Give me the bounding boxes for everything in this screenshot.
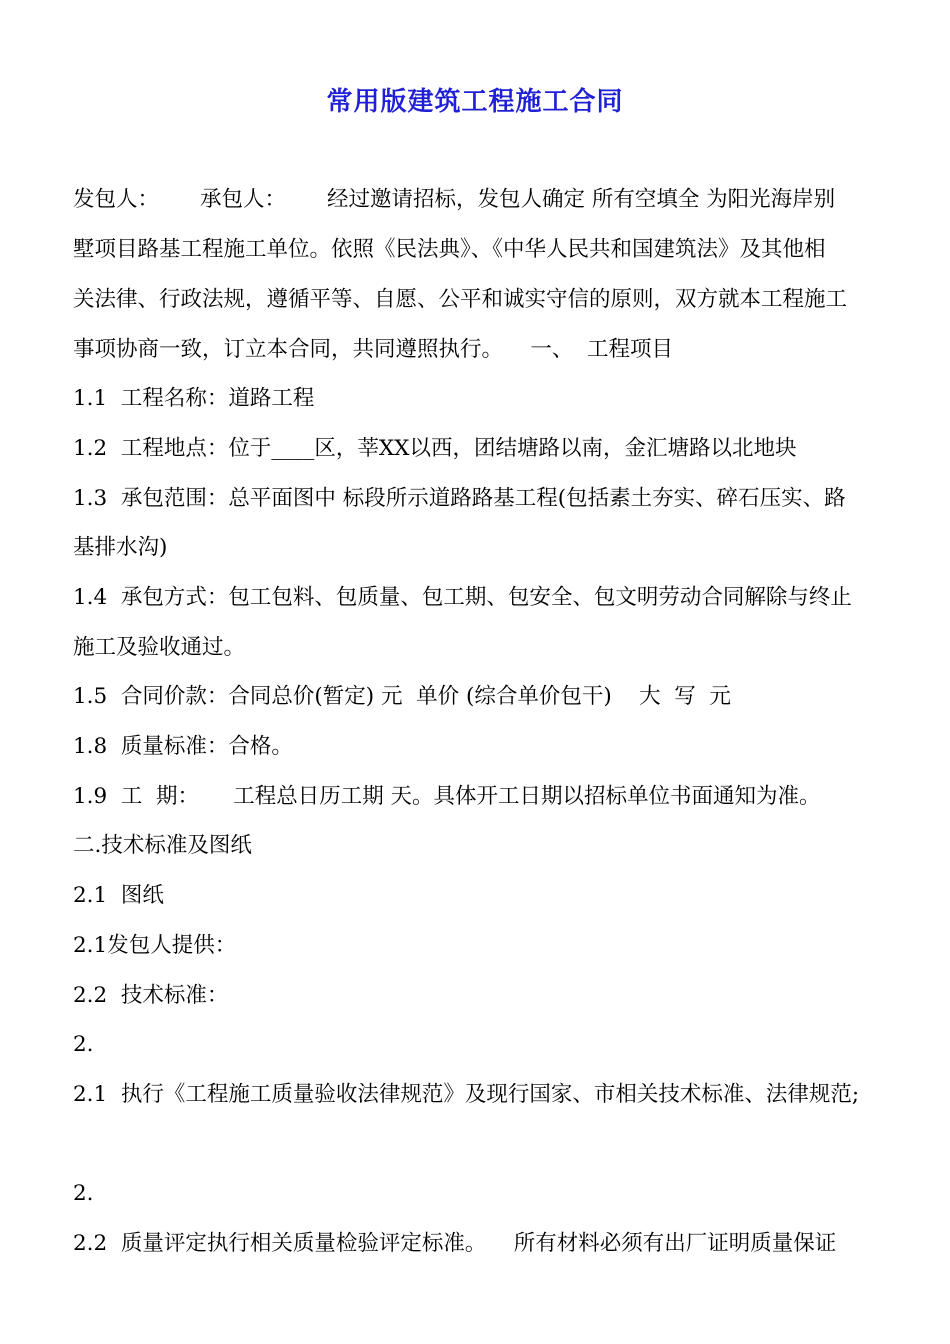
body-line: 2. (73, 1032, 94, 1057)
body-line: 2.1发包人提供： (73, 933, 237, 958)
body-line: 1.3 承包范围：总平面图中 标段所示道路路基工程(包括素土夯实、碎石压实、路 (73, 486, 846, 511)
body-line: 2.2 技术标准： (73, 983, 229, 1008)
body-line: 基排水沟) (73, 535, 168, 560)
body-line: 2.2 质量评定执行相关质量检验评定标准。 所有材料必须有出厂证明质量保证 (73, 1231, 837, 1256)
body-line: 1.4 承包方式：包工包料、包质量、包工期、包安全、包文明劳动合同解除与终止 (73, 585, 852, 610)
body-line: 事项协商一致，订立本合同，共同遵照执行。 一、 工程项目 (73, 337, 674, 362)
body-line: 二.技术标准及图纸 (73, 833, 252, 858)
body-line: 关法律、行政法规，遵循平等、自愿、公平和诚实守信的原则，双方就本工程施工 (73, 287, 848, 312)
document-title: 常用版建筑工程施工合同 (326, 87, 624, 117)
body-line: 2. (73, 1181, 94, 1206)
body-line: 1.5 合同价款：合同总价(暂定) 元 单价 (综合单价包干) 大 写 元 (73, 684, 731, 709)
body-line: 1.1 工程名称：道路工程 (73, 386, 315, 411)
body-line: 1.8 质量标准：合格。 (73, 734, 293, 759)
body-line: 1.2 工程地点：位于____区，莘XX以西，团结塘路以南，金汇塘路以北地块 (73, 436, 797, 461)
body-line: 2.1 图纸 (73, 883, 164, 908)
body-line: 发包人： 承包人： 经过邀请招标，发包人确定 所有空填全 为阳光海岸别 (73, 187, 836, 212)
body-line: 2.1 执行《工程施工质量验收法律规范》及现行国家、市相关技术标准、法律规范; (73, 1082, 860, 1107)
body-line: 1.9 工 期： 工程总日历工期 天。具体开工日期以招标单位书面通知为准。 (73, 784, 821, 809)
body-line: 施工及验收通过。 (73, 635, 246, 660)
body-line: 墅项目路基工程施工单位。依照《民法典》、《中华人民共和国建筑法》及其他相 (73, 237, 826, 262)
